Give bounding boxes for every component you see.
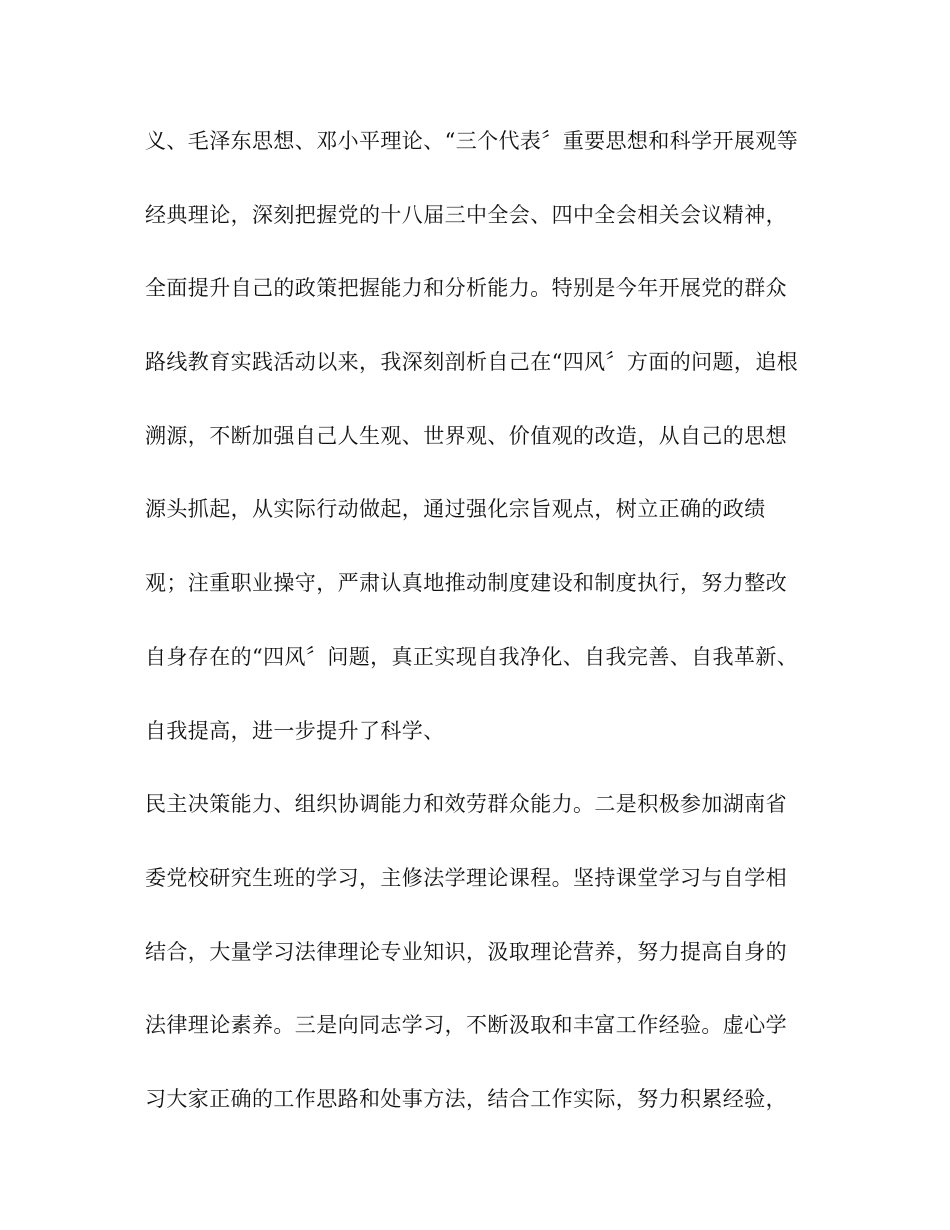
body-text: [145, 118, 815, 1150]
text-line: 自身存在的“四风〞问题，真正实现自我净化、自我完善、自我革新、: [145, 644, 799, 669]
text-line: 全面提升自己的政策把握能力和分析能力。特别是今年开展党的群众: [145, 276, 787, 301]
text-line: 义、毛泽东思想、邓小平理论、“三个代表〞重要思想和科学开展观等: [145, 129, 799, 153]
text-line: 委党校研究生班的学习，主修法学理论课程。坚持课堂学习与自学相: [145, 865, 787, 890]
text-line: 经典理论，深刻把握党的十八届三中全会、四中全会相关会议精神，: [145, 202, 787, 227]
text-line: 习大家正确的工作思路和处事方法，结合工作实际，努力积累经验，: [145, 1086, 787, 1111]
text-line: 观；注重职业操守，严肃认真地推动制度建设和制度执行，努力整改: [145, 571, 787, 596]
text-line: 源头抓起，从实际行动做起，通过强化宗旨观点，树立正确的政绩: [145, 497, 766, 522]
text-line: 路线教育实践活动以来，我深刻剖析自己在“四风〞方面的问题，追根: [145, 350, 799, 375]
text-line: 溯源，不断加强自己人生观、世界观、价值观的改造，从自己的思想: [145, 423, 787, 448]
text-line: 法律理论素养。三是向同志学习，不断汲取和丰富工作经验。虚心学: [145, 1013, 787, 1038]
text-line: 民主决策能力、组织协调能力和效劳群众能力。二是积极参加湖南省: [145, 792, 787, 817]
text-line: 自我提高，进一步提升了科学、: [145, 718, 445, 743]
text-line: 结合，大量学习法律理论专业知识，汲取理论营养，努力提高自身的: [145, 939, 787, 964]
